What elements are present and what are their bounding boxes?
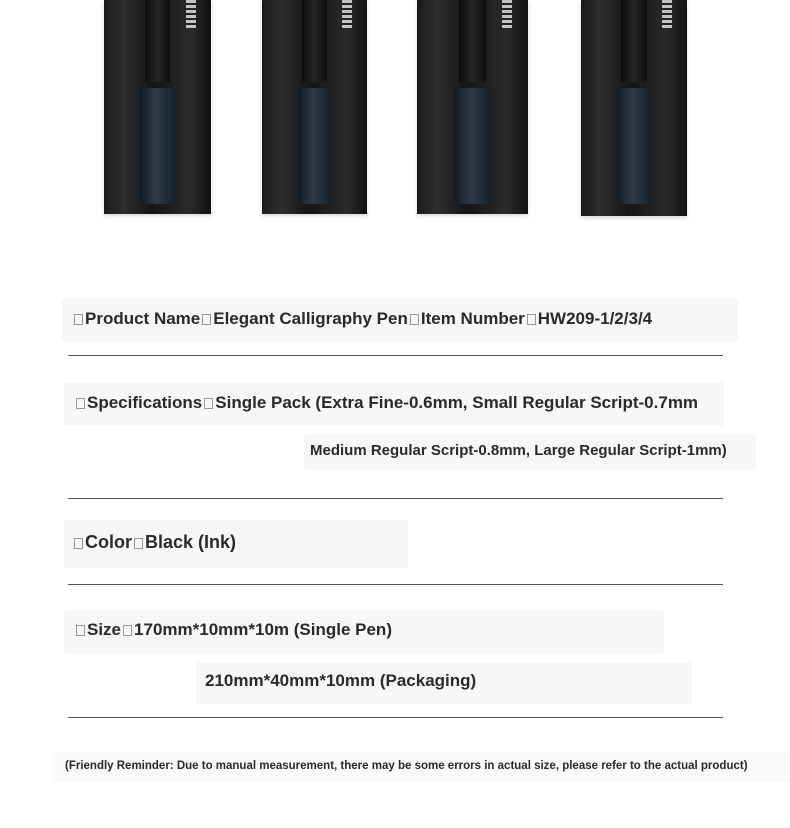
pen-image-2: [262, 0, 367, 214]
missing-glyph-icon: [123, 625, 132, 636]
pen-image-3: [417, 0, 528, 214]
missing-glyph-icon: [74, 314, 83, 325]
pen-image-1: [104, 0, 211, 214]
color-value: Black (Ink): [145, 532, 237, 552]
missing-glyph-icon: [76, 625, 85, 636]
product-name-line: [72, 309, 652, 329]
friendly-reminder: (Friendly Reminder: Due to manual measurement, there may be some errors in actual size, please refer to the actual product): [65, 760, 748, 772]
color-line: [72, 532, 236, 553]
missing-glyph-icon: [76, 398, 85, 409]
pen-image-4: [581, 0, 687, 216]
size-value-pen: 170mm*10mm*10m (Single Pen): [134, 620, 392, 639]
specifications-line-1: [74, 393, 698, 413]
specifications-line-2: Medium Regular Script-0.8mm, Large Regular Script-1mm): [310, 442, 727, 459]
missing-glyph-icon: [74, 538, 83, 549]
divider: [68, 717, 723, 718]
product-name-label: Product Name: [85, 309, 201, 328]
size-line-1: [74, 620, 392, 640]
missing-glyph-icon: [204, 398, 213, 409]
missing-glyph-icon: [134, 538, 143, 549]
item-number-label: Item Number: [420, 309, 525, 328]
product-image-row: [0, 0, 790, 230]
divider: [68, 584, 723, 585]
missing-glyph-icon: [410, 314, 419, 325]
color-label: Color: [85, 532, 132, 552]
missing-glyph-icon: [527, 314, 536, 325]
size-value-packaging: 210mm*40mm*10mm (Packaging): [205, 671, 477, 690]
reminder-row: [52, 752, 790, 782]
size-label: Size: [87, 620, 122, 639]
divider: [68, 498, 723, 499]
missing-glyph-icon: [202, 314, 211, 325]
item-number-value: HW209-1/2/3/4: [537, 309, 653, 328]
specifications-value: Single Pack (Extra Fine-0.6mm, Small Regular Script-0.7mm: [215, 393, 699, 412]
specifications-label: Specifications: [87, 393, 203, 412]
product-name-value: Elegant Calligraphy Pen: [213, 309, 408, 328]
divider: [68, 355, 723, 356]
